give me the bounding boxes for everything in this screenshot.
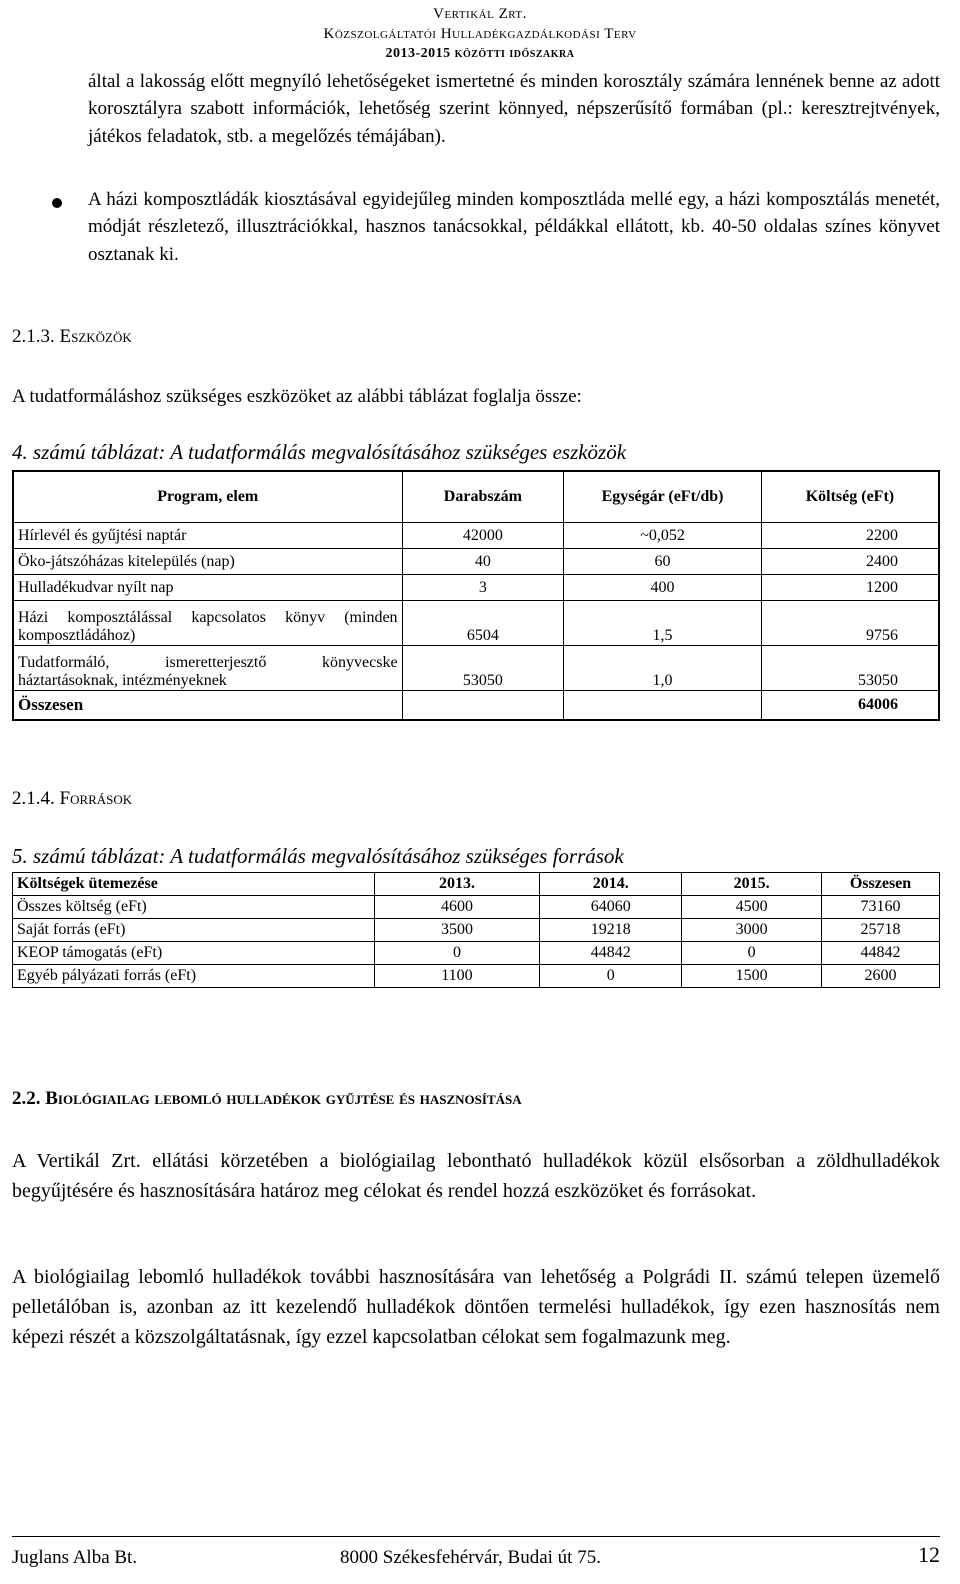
footer-company: Juglans Alba Bt. <box>12 1547 138 1568</box>
page-number: 12 <box>918 1542 940 1567</box>
cell-2015: 0 <box>682 942 822 965</box>
table5-caption: 5. számú táblázat: A tudatformálás megvalósításához szükséges források <box>12 844 624 868</box>
cell-total: 25718 <box>822 919 940 942</box>
funding-table <box>12 872 940 988</box>
cell-2015: 1500 <box>682 965 822 988</box>
cell-2015: 3000 <box>682 919 822 942</box>
col-header-unit-price: Egységár (eFt/db) <box>564 471 762 523</box>
footer-divider <box>12 1536 940 1537</box>
cell-label: Egyéb pályázati forrás (eFt) <box>13 965 375 988</box>
table-row <box>13 646 939 691</box>
cell-2013: 3500 <box>374 919 540 942</box>
footer-address: 8000 Székesfehérvár, Budai út 75. <box>340 1547 601 1568</box>
section-heading-213: 2.1.3. Eszközök <box>12 326 132 347</box>
cell-2014: 64060 <box>540 896 682 919</box>
table-header-row <box>13 873 940 896</box>
table-row <box>13 965 940 988</box>
cell-2014: 44842 <box>540 942 682 965</box>
bullet-icon <box>52 198 62 208</box>
cell-program: Hírlevél és gyűjtési naptár <box>13 523 402 549</box>
section-heading-214: 2.1.4. Források <box>12 788 133 809</box>
cell-2013: 1100 <box>374 965 540 988</box>
cell-2013: 4600 <box>374 896 540 919</box>
cell-count: 42000 <box>402 523 564 549</box>
cell-2014: 19218 <box>540 919 682 942</box>
table-header-row <box>13 471 939 523</box>
cell-program: Öko-játszóházas kitelepülés (nap) <box>13 549 402 575</box>
cell-cost: 9756 <box>761 601 939 646</box>
cell-unit-price: 400 <box>564 575 762 601</box>
col-header-schedule: Költségek ütemezése <box>13 873 375 896</box>
table-row <box>13 919 940 942</box>
table4-caption: 4. számú táblázat: A tudatformálás megvalósításához szükséges eszközök <box>12 440 627 464</box>
cell-count: 6504 <box>402 601 564 646</box>
cell-label: Összes költség (eFt) <box>13 896 375 919</box>
table-row <box>13 601 939 646</box>
table-row <box>13 942 940 965</box>
cell-cost: 1200 <box>761 575 939 601</box>
cell-program: Tudatformáló, ismeretterjesztő könyvecske háztartásoknak, intézményeknek <box>13 646 402 691</box>
cell-unit-price: 60 <box>564 549 762 575</box>
table-total-row <box>13 691 939 721</box>
cell-2013: 0 <box>374 942 540 965</box>
col-header-2015: 2015. <box>682 873 822 896</box>
table-row <box>13 896 940 919</box>
cell-program: Hulladékudvar nyílt nap <box>13 575 402 601</box>
header-company: Vertikál Zrt. <box>433 6 527 22</box>
cell-cost: 53050 <box>761 646 939 691</box>
cell-count: 40 <box>402 549 564 575</box>
cell-unit-price: ~0,052 <box>564 523 762 549</box>
cell-cost: 2200 <box>761 523 939 549</box>
section-heading-22: 2.2. Biológiailag lebomló hulladékok gyűjtése és hasznosítása <box>12 1088 522 1109</box>
cell-label: KEOP támogatás (eFt) <box>13 942 375 965</box>
table-row <box>13 549 939 575</box>
section-213-intro: A tudatformáláshoz szükséges eszközöket az alábbi táblázat foglalja össze: <box>12 386 582 407</box>
header-period: 2013-2015 közötti időszakra <box>385 46 575 61</box>
cell-count: 3 <box>402 575 564 601</box>
col-header-2014: 2014. <box>540 873 682 896</box>
total-label: Összesen <box>13 691 402 721</box>
tools-table <box>12 470 940 721</box>
cell-total: 2600 <box>822 965 940 988</box>
page-header <box>0 4 960 64</box>
col-header-cost: Költség (eFt) <box>761 471 939 523</box>
cell-count: 53050 <box>402 646 564 691</box>
bullet-text: A házi komposztládák kiosztásával egyidejűleg minden komposztláda mellé egy, a házi komposztálás menetét, módját részletező, illusztrációkkal, hasznos tanácsokkal, példákkal ellátott, kb. 40-50 oldalas színes könyvet osztanak ki. <box>88 189 940 265</box>
cell-2015: 4500 <box>682 896 822 919</box>
paragraph-1: A Vertikál Zrt. ellátási körzetében a biológiailag lebontható hulladékok közül elsősorban a zöldhulladékok begyűjtésére és hasznosítására határoz meg célokat és rendel hozzá eszközöket és forrásokat. <box>12 1150 940 1202</box>
cell-program: Házi komposztálással kapcsolatos könyv (minden komposztládához) <box>13 601 402 646</box>
header-plan-title: Közszolgáltatói Hulladékgazdálkodási Terv <box>323 26 637 42</box>
cell-cost: 2400 <box>761 549 939 575</box>
col-header-count: Darabszám <box>402 471 564 523</box>
total-value: 64006 <box>761 691 939 721</box>
cell-unit-price: 1,5 <box>564 601 762 646</box>
cell-total: 73160 <box>822 896 940 919</box>
table-row <box>13 575 939 601</box>
cell-2014: 0 <box>540 965 682 988</box>
cell-unit-price: 1,0 <box>564 646 762 691</box>
table-row <box>13 523 939 549</box>
paragraph-2: A biológiailag lebomló hulladékok további hasznosítására van lehetőség a Polgrádi II. számú telepen üzemelő pelletálóban is, azonban az itt kezelendő hulladékok döntően termelési hulladékok, így ezen hasznosítás nem képezi részét a közszolgáltatásnak, így ezzel kapcsolatban célokat sem fogalmazunk meg. <box>12 1266 940 1348</box>
cell-label: Saját forrás (eFt) <box>13 919 375 942</box>
col-header-2013: 2013. <box>374 873 540 896</box>
col-header-program: Program, elem <box>13 471 402 523</box>
paragraph-continued: által a lakosság előtt megnyíló lehetőségeket ismertetné és minden korosztály számára lennének benne az adott korosztályra szabott információk, lehetőség szerint könnyed, népszerűsítő formában (pl.: keresztrejtvények, játékos feladatok, stb. a megelőzés témájában). <box>88 71 940 147</box>
col-header-total: Összesen <box>822 873 940 896</box>
cell-total: 44842 <box>822 942 940 965</box>
